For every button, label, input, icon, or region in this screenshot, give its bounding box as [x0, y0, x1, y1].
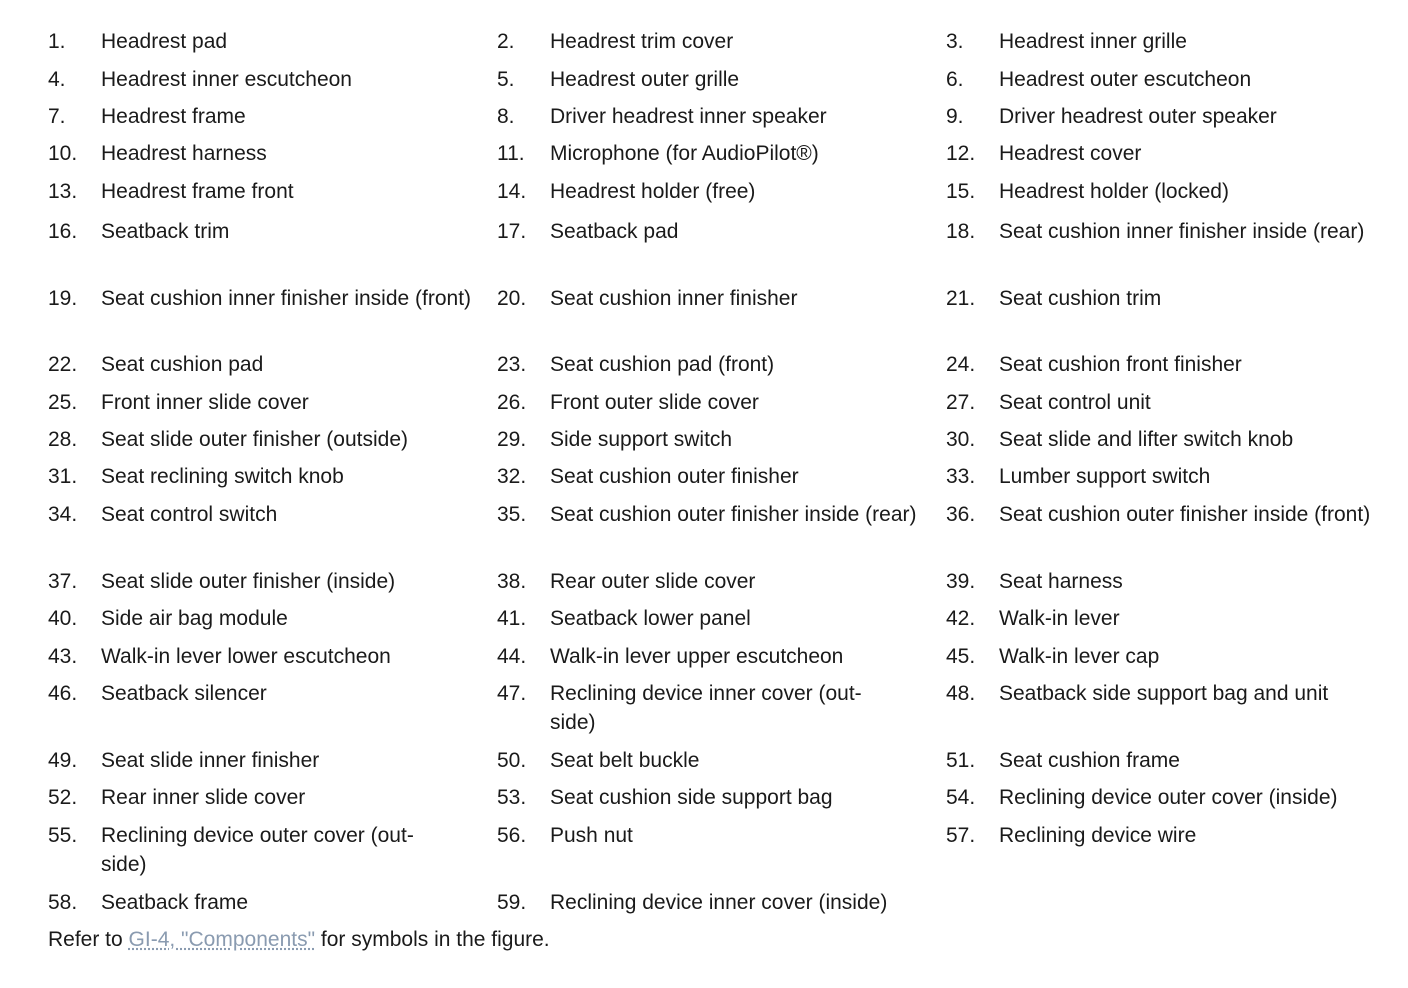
part-number: 18.: [946, 220, 976, 243]
part-name: Driver headrest outer speaker: [999, 105, 1277, 128]
part-number: 26.: [497, 391, 527, 414]
part-number: 22.: [48, 353, 78, 376]
part-name: Headrest trim cover: [550, 30, 734, 53]
part-name: Seat slide outer finisher (outside): [101, 428, 408, 451]
part-name: Seatback silencer: [101, 682, 267, 705]
part-name: Front inner slide cover: [101, 391, 309, 414]
part-number: 25.: [48, 391, 78, 414]
part-number: 11.: [497, 142, 525, 165]
part-number: 55.: [48, 824, 78, 847]
part-number: 53.: [497, 786, 527, 809]
part-number: 32.: [497, 465, 527, 488]
part-name: Walk-in lever lower escutcheon: [101, 645, 391, 668]
part-name: Rear inner slide cover: [101, 786, 306, 809]
part-name: Seat reclining switch knob: [101, 465, 344, 488]
part-name: Side air bag module: [101, 607, 288, 630]
part-number: 8.: [497, 105, 515, 128]
part-number: 20.: [497, 287, 527, 310]
part-number: 57.: [946, 824, 976, 847]
part-name: Side support switch: [550, 428, 733, 451]
part-number: 10.: [48, 142, 78, 165]
part-name: Seat belt buckle: [550, 749, 700, 772]
part-name: Reclining device outer cover (inside): [999, 786, 1338, 809]
part-name: Seat cushion side support bag: [550, 786, 833, 809]
part-name: Front outer slide cover: [550, 391, 759, 414]
part-name: Seat cushion outer finisher inside (front): [999, 503, 1371, 526]
part-name: Headrest cover: [999, 142, 1142, 165]
part-name: Seat cushion front finisher: [999, 353, 1242, 376]
part-name: Seat harness: [999, 570, 1123, 593]
part-number: 14.: [497, 180, 527, 203]
part-number: 46.: [48, 682, 78, 705]
part-name: Headrest inner grille: [999, 30, 1187, 53]
part-name: Seat cushion outer finisher inside (rear): [550, 503, 917, 526]
part-number: 44.: [497, 645, 527, 668]
part-name: Seat slide inner finisher: [101, 749, 320, 772]
part-number: 15.: [946, 180, 976, 203]
part-name: Rear outer slide cover: [550, 570, 756, 593]
part-number: 6.: [946, 68, 964, 91]
part-number: 13.: [48, 180, 78, 203]
part-number: 49.: [48, 749, 78, 772]
part-name: Seat cushion frame: [999, 749, 1180, 772]
part-name: Seatback pad: [550, 220, 679, 243]
part-number: 40.: [48, 607, 78, 630]
part-number: 58.: [48, 891, 78, 914]
part-name: Lumber support switch: [999, 465, 1211, 488]
part-name: Seat cushion outer finisher: [550, 465, 799, 488]
part-name: Reclining device outer cover (out- side): [101, 824, 414, 876]
part-name: Headrest holder (locked): [999, 180, 1229, 203]
part-number: 48.: [946, 682, 976, 705]
part-number: 16.: [48, 220, 78, 243]
part-name: Reclining device inner cover (inside): [550, 891, 888, 914]
part-number: 43.: [48, 645, 78, 668]
footer-prefix: Refer to: [48, 928, 129, 951]
part-name: Headrest outer grille: [550, 68, 740, 91]
part-name: Walk-in lever upper escutcheon: [550, 645, 844, 668]
part-number: 37.: [48, 570, 78, 593]
part-name: Microphone (for AudioPilot®): [550, 142, 819, 165]
part-number: 47.: [497, 682, 527, 705]
part-number: 50.: [497, 749, 527, 772]
part-name: Headrest frame front: [101, 180, 294, 203]
part-name: Reclining device wire: [999, 824, 1197, 847]
part-number: 28.: [48, 428, 78, 451]
part-number: 31.: [48, 465, 78, 488]
part-name: Seat control unit: [999, 391, 1151, 414]
part-name: Seat slide and lifter switch knob: [999, 428, 1294, 451]
part-name: Seatback lower panel: [550, 607, 751, 630]
part-name: Seatback frame: [101, 891, 249, 914]
part-number: 19.: [48, 287, 78, 310]
part-name: Headrest outer escutcheon: [999, 68, 1252, 91]
part-number: 59.: [497, 891, 527, 914]
part-number: 1.: [48, 30, 66, 53]
part-number: 17.: [497, 220, 527, 243]
part-number: 52.: [48, 786, 78, 809]
part-number: 42.: [946, 607, 976, 630]
part-name: Reclining device inner cover (out- side): [550, 682, 862, 734]
part-number: 21.: [946, 287, 976, 310]
components-link[interactable]: GI-4, "Components": [128, 928, 316, 951]
part-number: 27.: [946, 391, 976, 414]
footer-note: [48, 925, 550, 954]
part-name: Headrest inner escutcheon: [101, 68, 352, 91]
part-name: Seatback trim: [101, 220, 230, 243]
part-name: Seatback side support bag and unit: [999, 682, 1329, 705]
part-number: 7.: [48, 105, 66, 128]
part-name: Headrest pad: [101, 30, 228, 53]
part-number: 12.: [946, 142, 976, 165]
part-number: 24.: [946, 353, 976, 376]
part-number: 23.: [497, 353, 527, 376]
part-name: Seat control switch: [101, 503, 278, 526]
part-name: Seat cushion pad: [101, 353, 264, 376]
part-number: 41.: [497, 607, 527, 630]
part-name: Seat cushion inner finisher inside (rear): [999, 220, 1365, 243]
part-number: 9.: [946, 105, 964, 128]
part-number: 4.: [48, 68, 66, 91]
part-number: 3.: [946, 30, 964, 53]
part-number: 33.: [946, 465, 976, 488]
part-name: Seat cushion inner finisher inside (front): [101, 287, 472, 310]
part-name: Seat cushion inner finisher: [550, 287, 798, 310]
footer-suffix: for symbols in the figure.: [315, 928, 550, 951]
part-name: Walk-in lever cap: [999, 645, 1160, 668]
part-name: Headrest holder (free): [550, 180, 756, 203]
part-number: 34.: [48, 503, 78, 526]
part-name: Seat cushion trim: [999, 287, 1162, 310]
part-number: 29.: [497, 428, 527, 451]
part-number: 56.: [497, 824, 527, 847]
part-number: 36.: [946, 503, 976, 526]
part-name: Headrest harness: [101, 142, 267, 165]
part-number: 51.: [946, 749, 976, 772]
part-number: 39.: [946, 570, 976, 593]
part-name: Walk-in lever: [999, 607, 1120, 630]
part-number: 38.: [497, 570, 527, 593]
part-name: Seat slide outer finisher (inside): [101, 570, 396, 593]
part-number: 5.: [497, 68, 515, 91]
part-number: 45.: [946, 645, 976, 668]
part-name: Push nut: [550, 824, 633, 847]
part-number: 54.: [946, 786, 976, 809]
part-name: Driver headrest inner speaker: [550, 105, 827, 128]
part-name: Seat cushion pad (front): [550, 353, 775, 376]
part-number: 30.: [946, 428, 976, 451]
part-number: 2.: [497, 30, 515, 53]
part-number: 35.: [497, 503, 527, 526]
part-name: Headrest frame: [101, 105, 246, 128]
